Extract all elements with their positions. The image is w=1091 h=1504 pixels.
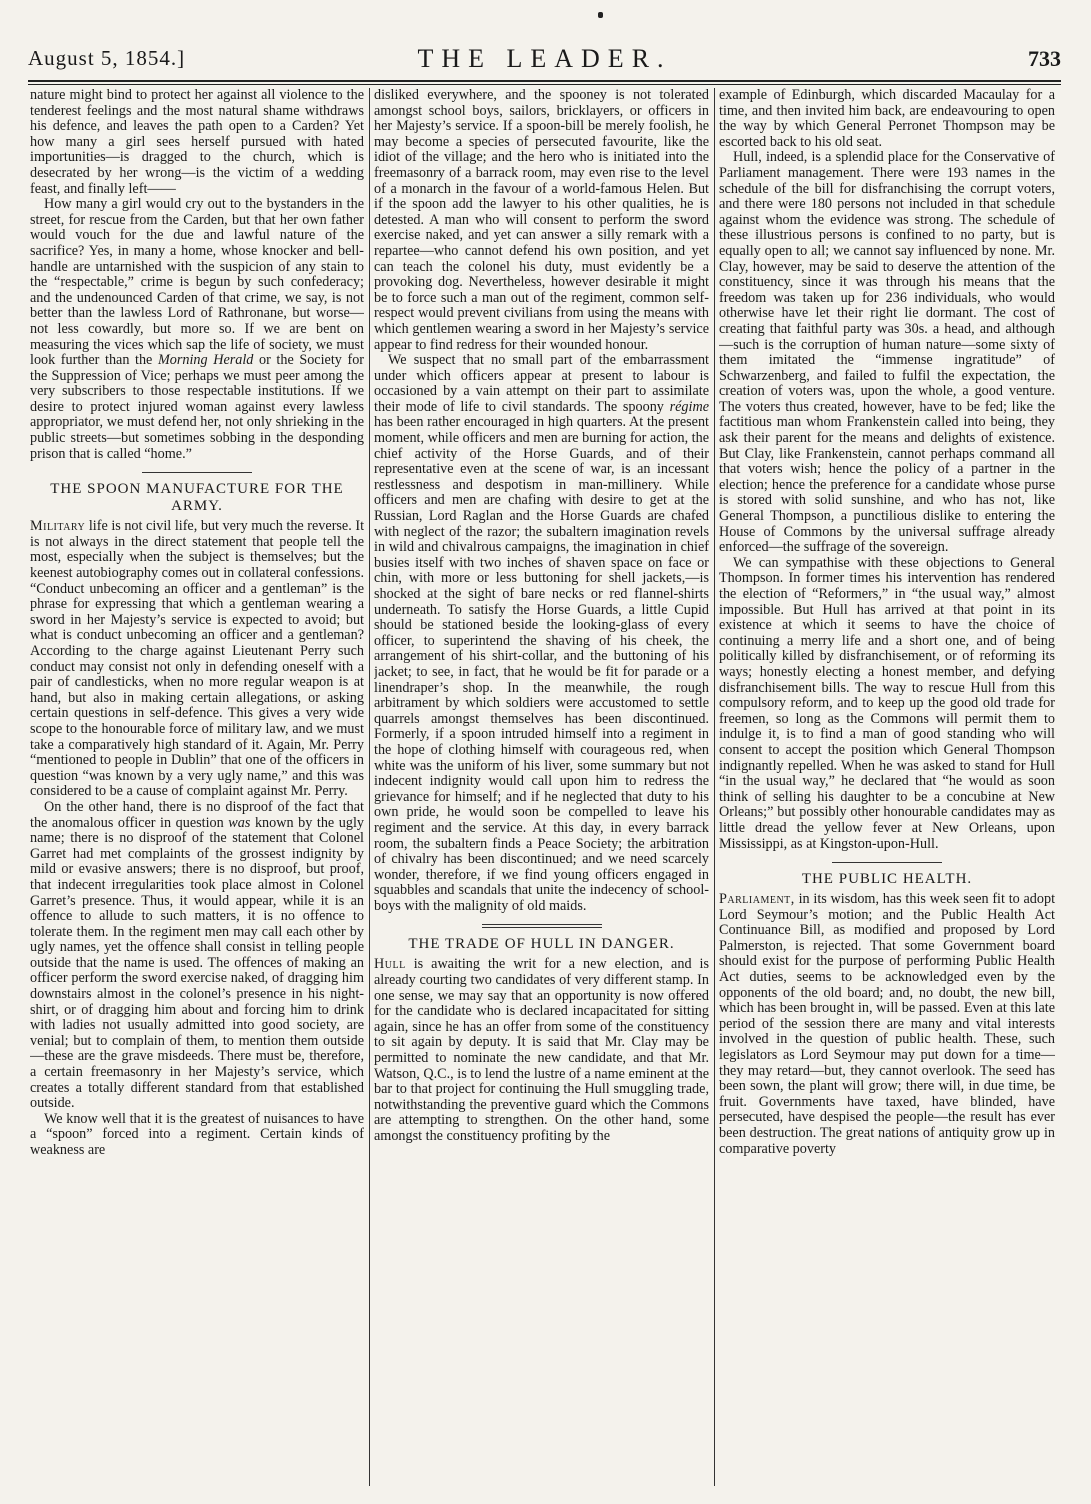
header-rule-thick <box>28 80 1061 82</box>
article-heading: THE SPOON MANUFACTURE FOR THE ARMY. <box>50 481 344 515</box>
column-divider-2 <box>714 88 715 1486</box>
publication-title: THE LEADER. <box>417 44 672 73</box>
column-2 <box>374 88 709 1486</box>
paragraph: example of Edinburgh, which discarded Macaulay for a time, and then invited him back, are endeavouring to open the way by which General Perronet Thompson may be escorted back to his old seat. <box>719 88 1055 150</box>
page-number: 733 <box>1028 46 1061 71</box>
header-rule-thin <box>28 84 1061 85</box>
italic-text: Morning Herald <box>157 352 254 369</box>
paragraph: We know well that it is the greatest of nuisances to have a “spoon” forced into a regiment. Certain kinds of weakness are <box>30 1110 364 1158</box>
column-1 <box>30 88 364 1486</box>
italic-text: régime <box>669 398 709 415</box>
article-heading: THE PUBLIC HEALTH. <box>801 871 973 888</box>
paragraph: We can sympathise with these objections to General Thompson. In former times his intervention has rendered the election of “Reformers,” in “the usual way,” almost impossible. But Hull has arrived at that point in its existence at which it seems to have the choice of continuing a merry life and a short one, and of being politically killed by disfranchisement, or of reforming its ways; honestly electing a honest member, and defying disfranchisement bills. The way to rescue Hull from this compulsory reform, and to keep up the good old trade for freemen, so long as the Commons will permit them to indulge it, is to find a man of good standing who will consent to accept the position which General Thompson indignantly repelled. When he was asked to stand for Hull “in the usual way,” he declared that “he would as soon think of selling his daughter to be a concubine at New Orleans;” but possibly other honourable candidates may as little dread the yellow fever at New Orleans, upon Mississippi, as at Kingston-upon-Hull. <box>719 554 1055 852</box>
lead-word: Parliament, <box>719 891 795 908</box>
paragraph: We suspect that no small part of the embarrassment under which officers appear at present to labour is occasioned by a vain attempt on their part to assimilate their mode of life to civil standards. The spoony régime has been rather encouraged in high quarters. At the present moment, while officers and men are burning for action, the chief activity of the Horse Guards, and of their representative even at the scene of war, is an incessant restlessness and despotism in man-millinery. While officers and men are chafing with desire to get at the Russian, Lord Raglan and the Horse Guards are chafed with neglect of the razor; the subaltern imagination revels in wild and chivalrous campaigns, the imagination in chief busies itself with two inches of shaven space on face or chin, with more or less buttoning for shell jackets,—is shocked at the sight of bare necks or red flannel-shirts underneath. To satisfy the Horse Guards, a little Cupid should be stationed beside the looking-glass of every officer, to superintend the shaving of his cheek, the arrangement of his shirt-collar, and the buttoning of his jacket; to see, in fact, that he would be fit for parade or a linendraper’s shop. In the meanwhile, the rough arbitrament by which soldiers were accustomed to settle quarrels amongst themselves has been discontinued. Formerly, if a spoon intruded himself into a regiment in the hope of clothing himself with courageous red, when white was the uniform of his liver, some summary but not indecent indignity would call upon him to redress the grievance for himself; and if he neglected that duty to his own pride, he would soon be compelled to leave his regiment and the service. At this day, in every barrack room, the subaltern finds a Peace Society; the arbitration of chivalry has been discontinued; and we need scarcely wonder, therefore, if we find young officers engaged in squabbles and scandals that unite the indecency of school-boys with the malignity of old maids. <box>374 352 709 914</box>
section-divider <box>482 924 602 925</box>
paragraph: Hull is awaiting the writ for a new election, and is already courting two candidates of very different stamp. In one sense, we may say that an opportunity is now offered for the candidate who is declared incapacitated for sitting again, since he has an offer from some of the constituency to sit again by deputy. It is said that Mr. Clay may be permitted to nominate the new candidate, and that Mr. Watson, Q.C., is to lend the lustre of a name eminent at the bar to that project for continuing the Hull smuggling trade, notwithstanding the preventive guard which the Commons are attempting to strengthen. On the other hand, some amongst the constituency profiting by the <box>374 956 709 1144</box>
italic-text: was <box>228 814 251 831</box>
ink-speck <box>598 12 603 18</box>
paragraph: On the other hand, there is no disproof of the fact that the anomalous officer in question was known by the ugly name; there is no disproof of the statement that Colonel Garret had met complaints of the grossest indignity by mild or evasive answers; there is no disproof, but proof, that indecent irregularities took place almost in Colonel Garret’s presence. Thus, it would appear, while it is an offence to allude to such matters, it is no offence to tolerate them. In the regiment men may call each other by ugly names, yet the offence shall consist in telling people outside that the name is used. The offences of making an officer perform the sword exercise naked, of dragging him downstairs almost in the colonel’s presence in his night-shirt, or of dragging him about and forcing him to drink with ladies not usually admitted into good society, are venial; but to complain of them, to mention them outside—these are the grave misdeeds. There must be, therefore, a certain freemasonry in her Majesty’s service, which creates a totally different standard from that established outside. <box>30 798 364 1112</box>
issue-date: August 5, 1854.] <box>28 46 186 70</box>
lead-word: Hull <box>374 956 406 973</box>
paragraph: Military life is not civil life, but very much the reverse. It is not always in the direct statement that people tell the most, especially when the subject is themselves; but the keenest autobiography comes out in collateral confessions. “Conduct unbecoming an officer and a gentleman” is the phrase for expressing that which a gentleman wearing a sword in her Majesty’s service is expected to avoid; but what is conduct unbecoming an officer and a gentleman? According to the charge against Lieutenant Perry such conduct may consist not only in defending oneself with a pair of candlesticks, when no more regular weapon is at hand, but also in making certain allegations, or asking certain questions in self-defence. This gives a very wide scope to the honourable force of military law, and we must take a comparatively high standard of it. Again, Mr. Perry “mentioned to people in Dublin” that one of the officers in question “was known by a very ugly name,” and this was considered to be a cause of complaint against Mr. Perry. <box>30 518 364 800</box>
section-divider <box>142 472 252 473</box>
paragraph: nature might bind to protect her against all violence to the tenderest feelings and the most natural shame withdraws his defence, and leaves the path open to a Carden? Yet how many a girl sees herself pursued with hated importunities—is dragged to the church, which is desecrated by her wrong—is the victim of a wedding feast, and finally left—— <box>30 88 364 197</box>
lead-word: Military <box>30 518 86 535</box>
column-divider-1 <box>369 88 370 1486</box>
paragraph: How many a girl would cry out to the bystanders in the street, for rescue from the Carden, but that her own father would vouch for the due and lawful nature of the sacrifice? Yes, in many a home, whose knocker and bell-handle are untarnished with the suspicion of any stain to the “respectable,” crime is begun by such confederacy; and the undenounced Carden of that crime, we say, is not better than the lawless Lord of Rathronane, but worse—not less cowardly, but more so. If we are bent on measuring the vices which sap the life of society, we must look further than the Morning Herald or the Society for the Suppression of Vice; perhaps we must peer among the very subscribers to those respectable institutions. If we desire to protect injured woman against every lawless appropriator, we must defend her, not only shrieking in the public streets—but sometimes sobbing in the desponding prison that is called “home.” <box>30 196 364 462</box>
page-header <box>28 42 1061 76</box>
paragraph: Hull, indeed, is a splendid place for the Conservative of Parliament management. There were 193 names in the schedule of the bill for disfranchising the corrupt voters, and there were 180 persons not included in that schedule against whom the evidence was strong. The schedule of these illustrious persons is confined to no party, but is equally open to all; we cannot say influenced by none. Mr. Clay, however, may be said to deserve the attention of the constituency, since it was through his means that the freedom was taken up for 236 individuals, who would otherwise have let their right lie dormant. The cost of creating that faithful party was 30s. a head, and although—such is the corruption of human nature—some sixty of them imitated the “immense ingratitude” of Schwarzenberg, and failed to fulfil the expectation, the creation of voters was, upon the whole, a good venture. The voters thus created, however, have to be fed; like the factitious man whom Frankenstein called into being, they ask their parent for the means and delights of existence. But Clay, like Frankenstein, cannot perhaps command all that voters wish; hence the policy of a partner in the election; hence the preference for a candidate whose purse is stored with solid sunshine, and who has not, like General Thompson, a punctilious dislike to entering the House of Commons by the universal suffrage already enforced—the suffrage of the sovereign. <box>719 149 1055 556</box>
paragraph: disliked everywhere, and the spooney is not tolerated amongst school boys, sailors, bricklayers, or officers in her Majesty’s service. If a spoon-bill be merely foolish, he may become a species of persecuted favourite, like the idiot of the village; and the hero who is initiated into the freemasonry of a barrack room, may even rise to the level of a monarch in the favour of a world-famous Helen. But if the spoon add the lawyer to his other qualities, he is detested. A man who will consent to perform the sword exercise naked, and yet can answer a silly remark with a repartee—who cannot defend his own position, and yet can teach the colonel his duty, must evidently be a provoking dog. Nevertheless, however desirable it might be to force such a man out of the regiment, common self-respect would prevent civilians from using the means with which gentlemen wearing a sword in her Majesty’s service appear to find redress for their wounded honour. <box>374 88 709 353</box>
section-divider <box>832 862 942 863</box>
paragraph: Parliament, in its wisdom, has this week seen fit to adopt Lord Seymour’s motion; and the Public Health Act Continuance Bill, as modified and proposed by Lord Palmerston, is rejected. That some Government board should exist for the purpose of performing Public Health Act duties, seems to be acknowledged even by the opponents of the old board; and, no doubt, the new bill, which has been brought in, will be passed. Even at this late period of the session there are many and vital interests involved in the question of public health. These, such legislators as Lord Seymour may put down for a time—they may retard—but, they cannot overlook. The seed has been sown, the plant will grow; there will, in due time, be fruit. Governments have taxed, have blinded, have persecuted, have despised the people—the result has ever been destruction. The great nations of antiquity grow up in comparative poverty <box>719 891 1055 1157</box>
section-divider <box>482 927 602 928</box>
column-3 <box>719 88 1055 1486</box>
article-heading: THE TRADE OF HULL IN DANGER. <box>408 936 675 953</box>
